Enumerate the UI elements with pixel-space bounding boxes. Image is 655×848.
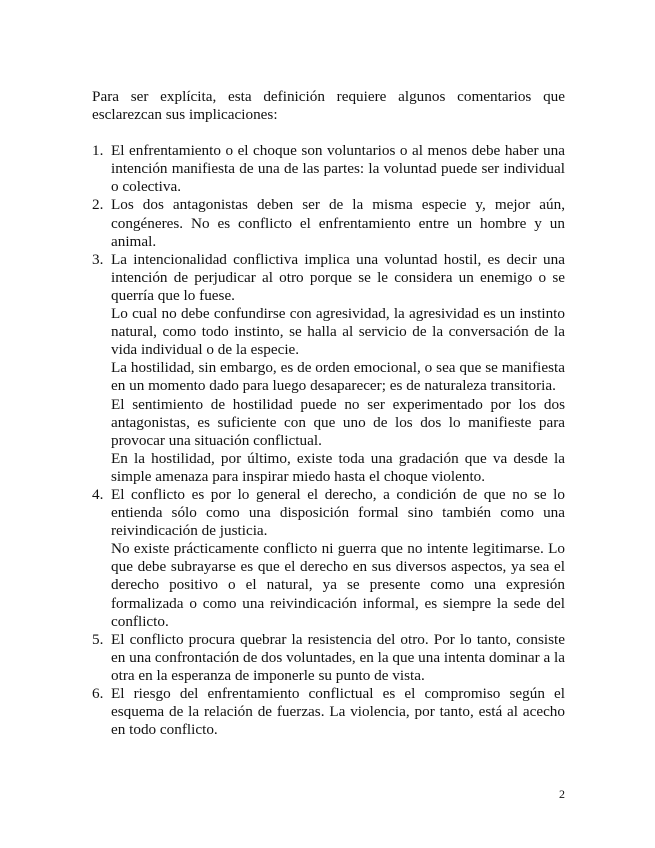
intro-paragraph: Para ser explícita, esta definición requiere algunos comentarios que esclarezcan sus implicaciones:: [92, 88, 565, 124]
list-item-2: [92, 196, 565, 250]
list-item-subparagraph: No existe prácticamente conflicto ni guerra que no intente legitimarse. Lo que debe subrayarse es que el derecho en sus diversos aspectos, ya sea el derecho positivo o el natural, ya se presente como una expresión formalizada o como una reivindicación informal, es siempre la sede del conflicto.: [111, 540, 565, 630]
list-item-1: [92, 142, 565, 196]
page-number: 2: [559, 787, 565, 801]
list-item-text: El riesgo del enfrentamiento conflictual es el compromiso según el esquema de la relación de fuerzas. La violencia, por tanto, está al acecho en todo conflicto.: [111, 685, 565, 739]
list-item-number: 6.: [92, 685, 104, 702]
numbered-list: [92, 142, 565, 739]
list-item-text: Los dos antagonistas deben ser de la misma especie y, mejor aún, congéneres. No es conflicto el enfrentamiento entre un hombre y un animal.: [111, 196, 565, 250]
list-item-text: El conflicto procura quebrar la resistencia del otro. Por lo tanto, consiste en una confrontación de dos voluntades, en la que una intenta dominar a la otra en la esperanza de imponerle su punto de vista.: [111, 630, 565, 684]
list-item-3: [92, 251, 565, 486]
list-item-subparagraph: En la hostilidad, por último, existe toda una gradación que va desde la simple amenaza para inspirar miedo hasta el choque violento.: [111, 449, 565, 485]
list-item-text: La intencionalidad conflictiva implica una voluntad hostil, es decir una intención de perjudicar al otro porque se le considera un enemigo o se querría que lo fuese.: [111, 250, 565, 304]
document-body: [92, 88, 565, 739]
list-item-subparagraph: El sentimiento de hostilidad puede no ser experimentado por los dos antagonistas, es suficiente con que uno de los dos lo manifieste para provocar una situación conflictual.: [111, 395, 565, 449]
list-item-5: [92, 631, 565, 685]
list-item-number: 1.: [92, 142, 104, 160]
list-item-number: 2.: [92, 196, 104, 214]
list-item-number: 4.: [92, 485, 104, 503]
list-item-subparagraph: La hostilidad, sin embargo, es de orden emocional, o sea que se manifiesta en un momento dado para luego desaparecer; es de naturaleza transitoria.: [111, 359, 565, 395]
list-item-text: El enfrentamiento o el choque son voluntarios o al menos debe haber una intención manifiesta de una de las partes: la voluntad puede ser individual o colectiva.: [111, 142, 565, 196]
list-item-number: 3.: [92, 250, 104, 268]
list-item-6: [92, 685, 565, 739]
list-item-number: 5.: [92, 630, 104, 648]
list-item-text: El conflicto es por lo general el derecho, a condición de que no se lo entienda sólo como una disposición formal sino también como una reivindicación de justicia.: [111, 485, 565, 540]
list-item-4: [92, 486, 565, 631]
list-item-subparagraph: Lo cual no debe confundirse con agresividad, la agresividad es un instinto natural, como todo instinto, se halla al servicio de la conversación de la vida individual o de la especie.: [111, 305, 565, 359]
